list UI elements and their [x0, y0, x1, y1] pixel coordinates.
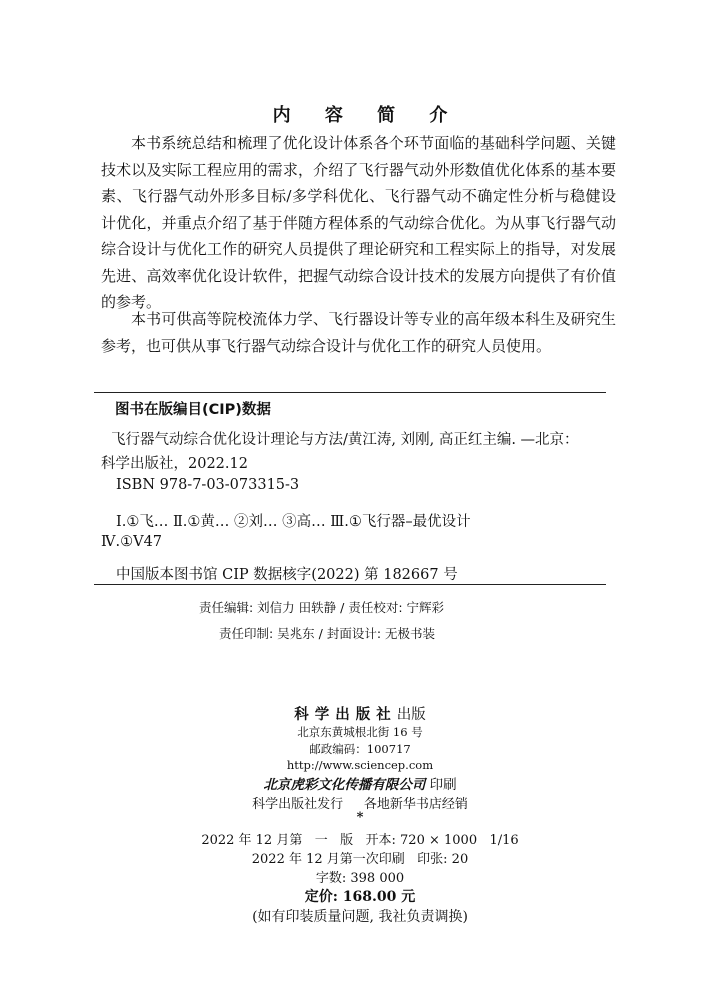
publisher-postcode: 邮政编码：100717	[309, 742, 411, 756]
intro-title: 内 容 简 介	[272, 105, 462, 126]
printing-line: 2022 年 12 月第一次印刷 印张: 20	[251, 852, 469, 867]
printer-line	[0, 773, 720, 793]
cip-classification-1: Ⅰ.①飞… Ⅱ.①黄… ②刘… ③高… Ⅲ.①飞行器–最优设计	[116, 514, 471, 530]
cip-classification-2: Ⅳ.①V47	[101, 534, 163, 550]
cip-isbn: ISBN 978-7-03-073315-3	[116, 477, 300, 493]
cip-record-number: 中国版本图书馆 CIP 数据核字(2022) 第 182667 号	[116, 567, 458, 583]
credits-production: 责任印制: 吴兆东 / 封面设计: 无极书装	[219, 626, 436, 641]
publisher-name: 科学出版社	[294, 707, 397, 723]
printer-suffix: 印刷	[429, 777, 457, 793]
quality-notice: (如有印装质量问题, 我社负责调换)	[252, 909, 468, 925]
edition-line: 2022 年 12 月第 一 版 开本: 720 × 1000 1/16	[201, 833, 519, 848]
publisher-line	[0, 703, 720, 724]
separator-star: *	[356, 810, 364, 825]
word-count: 字数: 398 000	[315, 871, 405, 886]
cip-title-line: 飞行器气动综合优化设计理论与方法/黄江涛, 刘刚, 高正红主编. —北京：	[111, 432, 579, 448]
intro-paragraph-2: 本书可供高等院校流体力学、飞行器设计等专业的高年级本科生及研究生参考，也可供从事飞行器气动综合设计与优化工作的研究人员使用。	[101, 310, 616, 355]
cip-heading: 图书在版编目(CIP)数据	[115, 402, 271, 418]
publisher-suffix: 出版	[396, 707, 426, 723]
publisher-website: http://www.sciencep.com	[286, 758, 434, 772]
credits-editors: 责任编辑: 刘信力 田轶静 / 责任校对: 宁辉彩	[199, 600, 445, 615]
price: 定价: 168.00 元	[304, 889, 416, 905]
cip-top-rule	[94, 392, 606, 393]
printer-name: 北京虎彩文化传播有限公司	[263, 777, 426, 793]
publisher-address: 北京东黄城根北街 16 号	[297, 725, 423, 739]
cip-bottom-rule	[94, 584, 606, 585]
intro-paragraph-1: 本书系统总结和梳理了优化设计体系各个环节面临的基础科学问题、关键技术以及实际工程应用的需求，介绍了飞行器气动外形数值优化体系的基本要素、飞行器气动外形多目标/多学科优化、飞行器气动不确定性分析与稳健设计优化，并重点介绍了基于伴随方程体系的气动综合优化。为从事飞行器气动综合设计与优化工作的研究人员提供了理论研究和工程实际上的指导，对发展先进、高效率优化设计软件，把握气动综合设计技术的发展方向提供了有价值的参考。	[101, 134, 616, 311]
distribution-line: 科学出版社发行 各地新华书店经销	[252, 797, 468, 812]
cip-publisher-line: 科学出版社，2022.12	[101, 456, 248, 472]
